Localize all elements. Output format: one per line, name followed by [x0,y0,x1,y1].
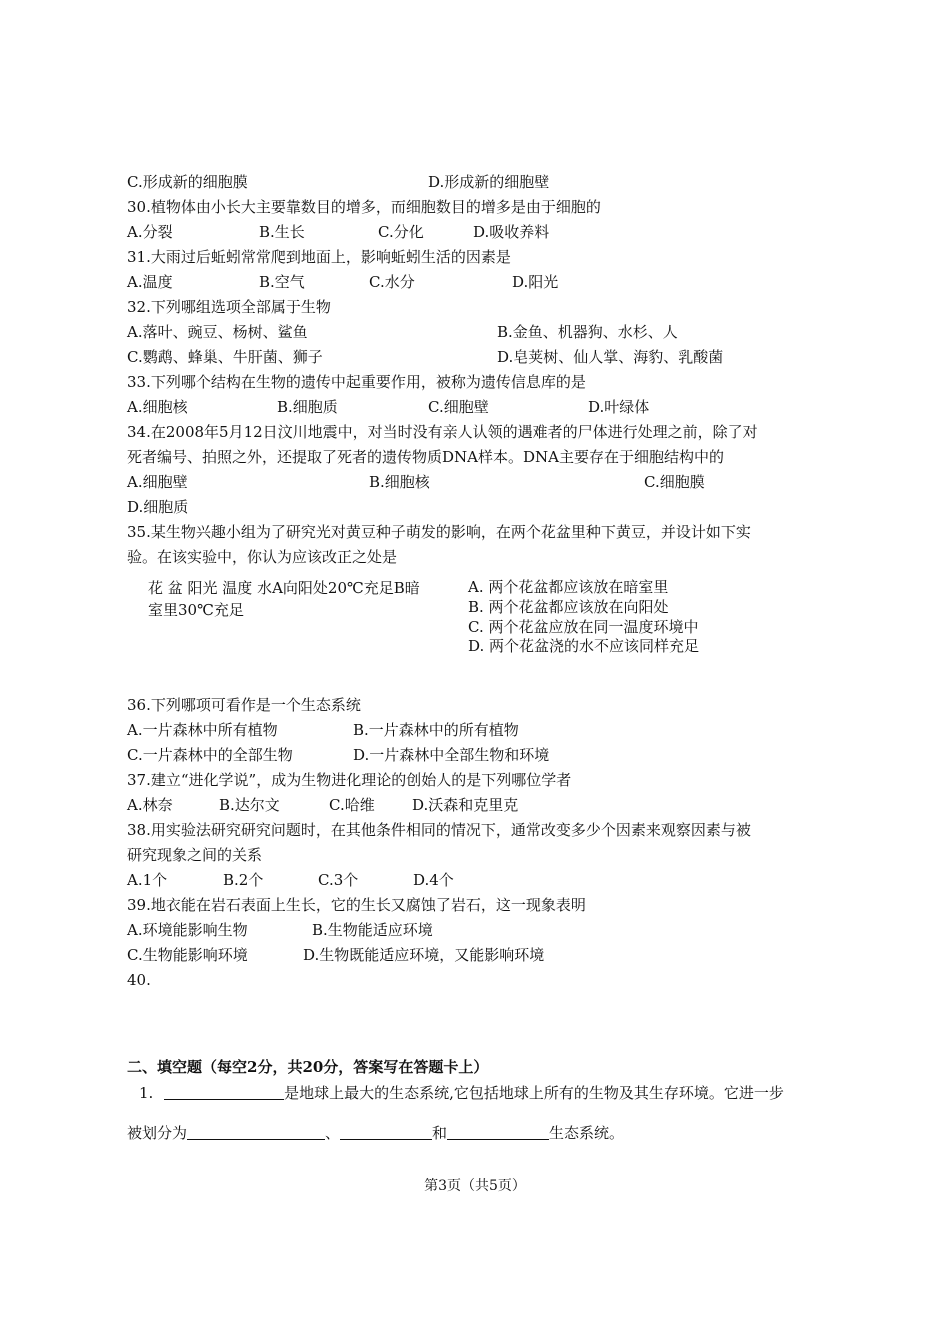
q34-option-c: C.细胞膜 [644,473,705,491]
q29-option-c: C.形成新的细胞膜 [127,173,248,191]
q40-stem: 40. [127,971,151,989]
q37-option-a: A.林奈 [127,796,173,814]
q36-stem: 36.下列哪项可看作是一个生态系统 [127,696,361,714]
q29-option-d: D.形成新的细胞壁 [428,173,550,191]
q35-option-b: B. 两个花盆都应该放在向阳处 [468,598,669,616]
fill1-blank-2[interactable] [187,1123,325,1140]
q35-table-line1: 花 盆 阳光 温度 水A向阳处20℃充足B暗 [148,579,420,597]
q38-option-d: D.4个 [413,871,454,889]
q31-stem: 31.大雨过后蚯蚓常常爬到地面上，影响蚯蚓生活的因素是 [127,248,511,266]
q34-option-b: B.细胞核 [369,473,430,491]
q39-option-c: C.生物能影响环境 [127,946,248,964]
q33-option-a: A.细胞核 [127,398,188,416]
q34-option-d: D.细胞质 [127,498,189,516]
fill1-number: 1. [139,1084,154,1102]
q30-option-d: D.吸收养料 [473,223,550,241]
q38-option-b: B.2个 [223,871,264,889]
q35-option-c: C. 两个花盆应放在同一温度环境中 [468,618,699,636]
fill1-line2 [127,1123,624,1143]
fill1-text2a: 被划分为 [127,1124,188,1142]
q31-option-a: A.温度 [127,273,173,291]
q37-stem: 37.建立“进化学说”，成为生物进化理论的创始人的是下列哪位学者 [127,771,572,789]
q39-option-b: B.生物能适应环境 [312,921,433,939]
q34-stem-line2: 死者编号、拍照之外，还提取了死者的遗传物质DNA样本。DNA主要存在于细胞结构中的 [127,448,724,466]
q39-option-d: D.生物既能适应环境，又能影响环境 [303,946,545,964]
q30-option-b: B.生长 [259,223,305,241]
q32-option-c: C.鹦鹉、蜂巢、牛肝菌、狮子 [127,348,323,366]
fill1-blank-3[interactable] [340,1123,432,1140]
fill1-blank-1[interactable] [164,1083,284,1100]
q38-option-a: A.1个 [127,871,168,889]
q32-option-d: D.皂荚树、仙人掌、海豹、乳酸菌 [497,348,724,366]
q35-table-line2: 室里30℃充足 [148,601,244,619]
q30-option-c: C.分化 [378,223,424,241]
q30-option-a: A.分裂 [127,223,173,241]
fill1-text1: 是地球上最大的生态系统,它包括地球上所有的生物及其生存环境。它进一步 [284,1084,784,1102]
section2-title: 二、填空题（每空2分，共20分，答案写在答题卡上） [127,1058,489,1076]
fill1-blank-4[interactable] [447,1123,549,1140]
q31-option-b: B.空气 [259,273,305,291]
q37-option-c: C.哈维 [329,796,375,814]
q31-option-d: D.阳光 [512,273,559,291]
q36-option-c: C.一片森林中的全部生物 [127,746,293,764]
q31-option-c: C.水分 [369,273,415,291]
q33-option-d: D.叶绿体 [588,398,650,416]
q38-option-c: C.3个 [318,871,359,889]
q32-stem: 32.下列哪组选项全部属于生物 [127,298,331,316]
q38-stem-line1: 38.用实验法研究研究问题时，在其他条件相同的情况下，通常改变多少个因素来观察因素与被 [127,821,751,839]
q35-stem-line1: 35.某生物兴趣小组为了研究光对黄豆种子萌发的影响，在两个花盆里种下黄豆，并设计如下实 [127,523,751,541]
q39-stem: 39.地衣能在岩石表面上生长，它的生长又腐蚀了岩石，这一现象表明 [127,896,586,914]
q35-option-d: D. 两个花盆浇的水不应该同样充足 [468,637,700,655]
q35-option-a: A. 两个花盆都应该放在暗室里 [468,578,669,596]
page-footer: 第3页（共5页） [424,1178,526,1194]
q37-option-d: D.沃森和克里克 [412,796,519,814]
q36-option-b: B.一片森林中的所有植物 [353,721,519,739]
q38-stem-line2: 研究现象之间的关系 [127,846,263,864]
fill1-sep1: 、 [325,1124,341,1142]
q33-option-b: B.细胞质 [277,398,338,416]
q33-stem: 33.下列哪个结构在生物的遗传中起重要作用，被称为遗传信息库的是 [127,373,586,391]
q30-stem: 30.植物体由小长大主要靠数目的增多，而细胞数目的增多是由于细胞的 [127,198,601,216]
q35-stem-line2: 验。在该实验中，你认为应该改正之处是 [127,548,398,566]
q34-option-a: A.细胞壁 [127,473,188,491]
fill1-line1 [139,1083,784,1103]
q33-option-c: C.细胞壁 [428,398,489,416]
q36-option-d: D.一片森林中全部生物和环境 [353,746,550,764]
q37-option-b: B.达尔文 [219,796,280,814]
fill1-text2b: 生态系统。 [549,1124,625,1142]
q36-option-a: A.一片森林中所有植物 [127,721,278,739]
q34-stem-line1: 34.在2008年5月12日汶川地震中，对当时没有亲人认领的遇难者的尸体进行处理之前，除了对 [127,423,758,441]
q39-option-a: A.环境能影响生物 [127,921,248,939]
q32-option-a: A.落叶、豌豆、杨树、鲨鱼 [127,323,308,341]
fill1-sep2: 和 [432,1124,448,1142]
q32-option-b: B.金鱼、机器狗、水杉、人 [497,323,678,341]
